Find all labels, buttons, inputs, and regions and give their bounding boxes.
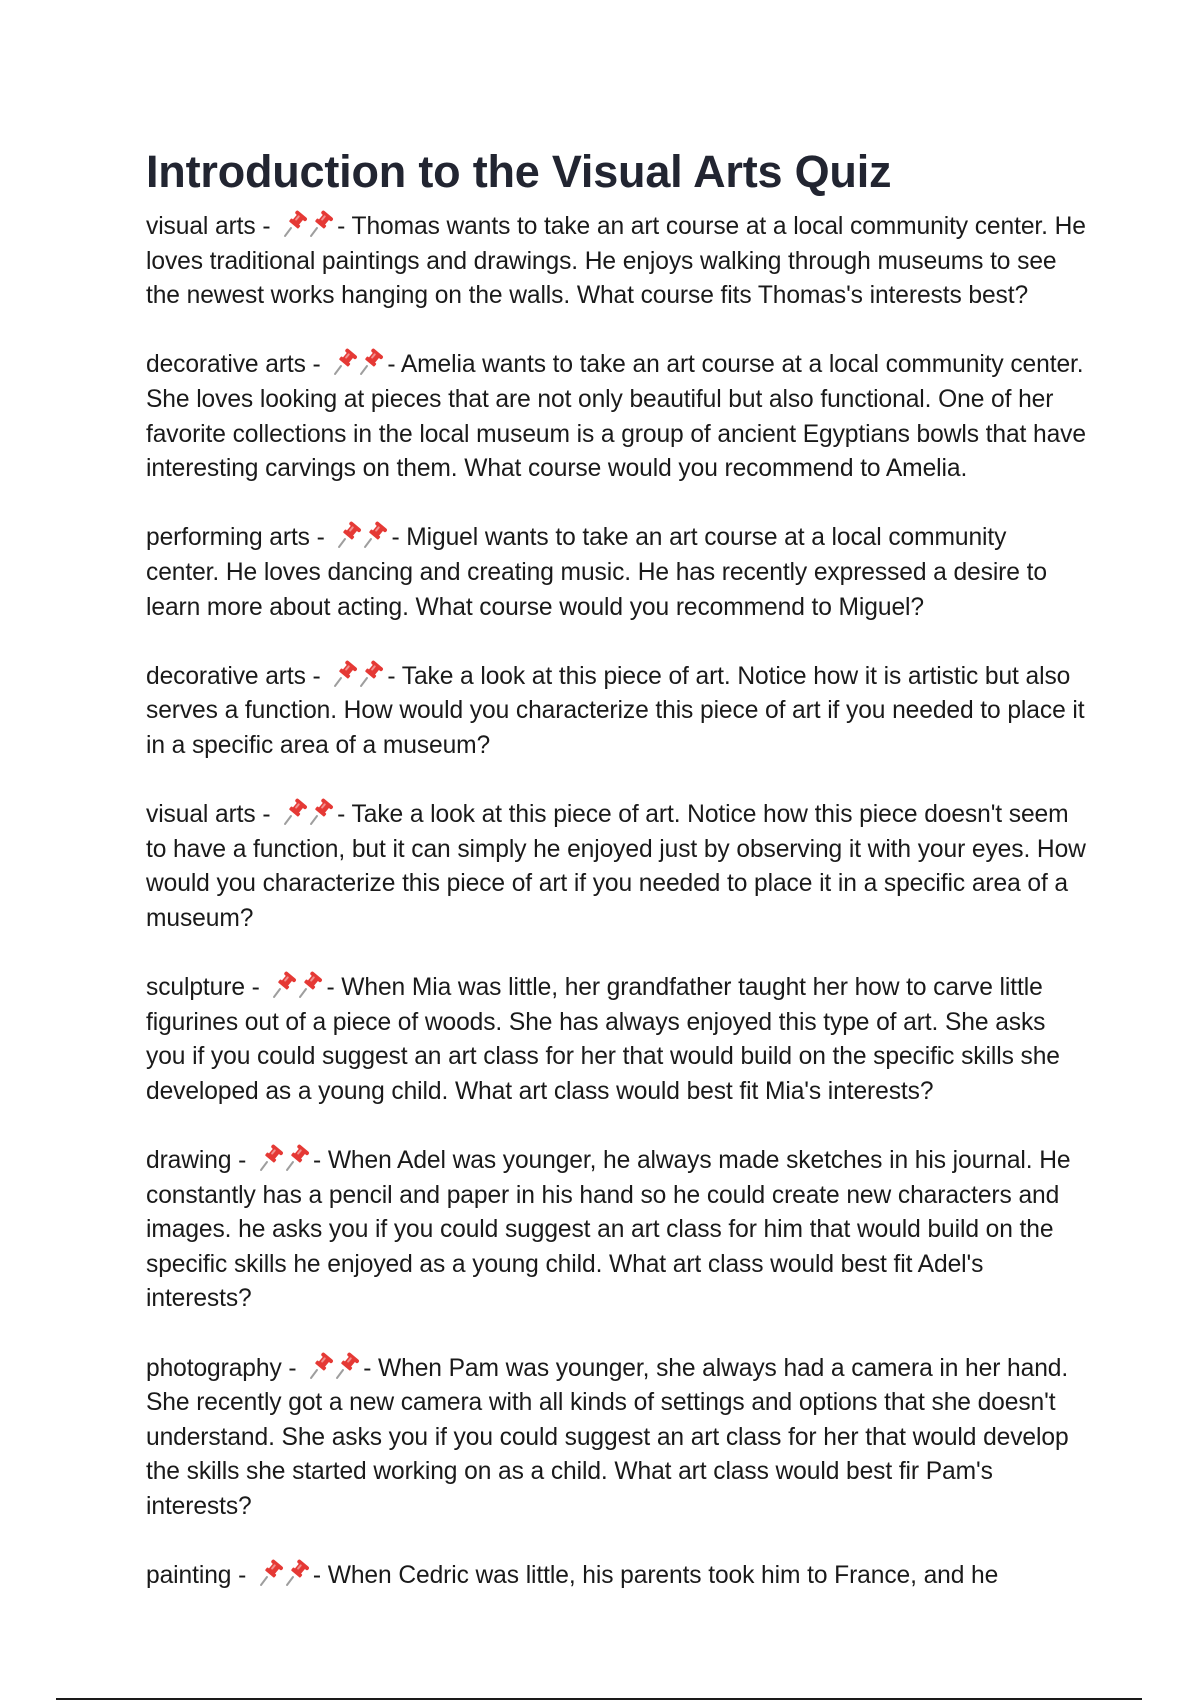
quiz-question: - Thomas wants to take an art course at a local community center. He loves traditional paintings and drawings. He enjoys walking through museums to see the newest works hanging on the walls. What course fits Thomas's interests best?: [146, 213, 1086, 310]
quiz-question: - Take a look at this piece of art. Notice how it is artistic but also serves a function. How would you characterize this piece of art if you needed to place it in a specific area of a museum?: [146, 662, 1085, 759]
quiz-question: - When Cedric was little, his parents took him to France, and he: [312, 1562, 999, 1590]
quiz-item: [146, 971, 1086, 1109]
quiz-term: decorative arts: [146, 351, 306, 379]
term-separator: -: [238, 1562, 253, 1590]
document-content: [146, 140, 1086, 1628]
term-separator: -: [312, 351, 328, 379]
quiz-term: performing arts: [146, 524, 310, 552]
pushpin-icon: [270, 971, 326, 1001]
pushpin-icon: [257, 1559, 313, 1589]
quiz-question: - When Mia was little, her grandfather taught her how to carve little figurines out of a piece of woods. She has always enjoyed this type of art. She asks you if you could suggest an art class for her that would build on the specific skills she developed as a young child. What art class would best fit Mia's interests?: [146, 974, 1060, 1105]
quiz-item: [146, 210, 1086, 314]
pushpin-icon: [331, 348, 387, 378]
term-separator: -: [262, 801, 278, 829]
quiz-item: [146, 1352, 1086, 1525]
quiz-term: sculpture: [146, 974, 245, 1002]
quiz-item: [146, 798, 1086, 936]
quiz-term: drawing: [146, 1147, 232, 1175]
qa-list: [146, 210, 1086, 1594]
quiz-question: - Take a look at this piece of art. Notice how this piece doesn't seem to have a function, but it can simply he enjoyed just by observing it with your eyes. How would you characterize this piece of art if you needed to place it in a specific area of a museum?: [146, 801, 1086, 932]
quiz-question: - Amelia wants to take an art course at a local community center. She loves looking at pieces that are not only beautiful but also functional. One of her favorite collections in the local museum is a group of ancient Egyptians bowls that have interesting carvings on them. What course would you recommend to Amelia.: [146, 351, 1086, 483]
term-separator: -: [288, 1354, 304, 1382]
page-title: Introduction to the Visual Arts Quiz: [146, 146, 892, 197]
pushpin-icon: [335, 521, 391, 551]
pushpin-icon: [257, 1144, 313, 1174]
quiz-question: - When Adel was younger, he always made sketches in his journal. He constantly has a pencil and paper in his hand so he could create new characters and images. he asks you if you could suggest an art class for him that would build on the specific skills he enjoyed as a young child. What art class would best fit Adel's interests?: [146, 1147, 1071, 1313]
term-separator: -: [262, 213, 278, 240]
quiz-item: [146, 348, 1086, 486]
pushpin-icon: [307, 1352, 363, 1382]
term-separator: -: [316, 524, 332, 552]
quiz-item: [146, 521, 1086, 625]
quiz-item: [146, 660, 1086, 764]
pushpin-icon: [281, 798, 337, 828]
pushpin-icon: [281, 210, 337, 240]
quiz-term: visual arts: [146, 801, 256, 829]
pushpin-icon: [331, 660, 387, 690]
quiz-item: [146, 1144, 1086, 1317]
quiz-term: painting: [146, 1562, 232, 1590]
quiz-question: - When Pam was younger, she always had a camera in her hand. She recently got a new camera with all kinds of settings and options that she doesn't understand. She asks you if you could suggest an art class for her that would develop the skills she started working on as a child. What art class would best fir Pam's interests?: [146, 1354, 1069, 1520]
term-separator: -: [312, 662, 328, 690]
quiz-term: visual arts: [146, 213, 256, 240]
quiz-question: - Miguel wants to take an art course at a local community center. He loves dancing and creating music. He has recently expressed a desire to learn more about acting. What course would you recommend to Miguel?: [146, 524, 1047, 621]
quiz-item: [146, 1559, 1086, 1594]
quiz-term: photography: [146, 1354, 282, 1382]
term-separator: -: [251, 974, 267, 1002]
term-separator: -: [238, 1147, 253, 1175]
quiz-term: decorative arts: [146, 662, 306, 690]
